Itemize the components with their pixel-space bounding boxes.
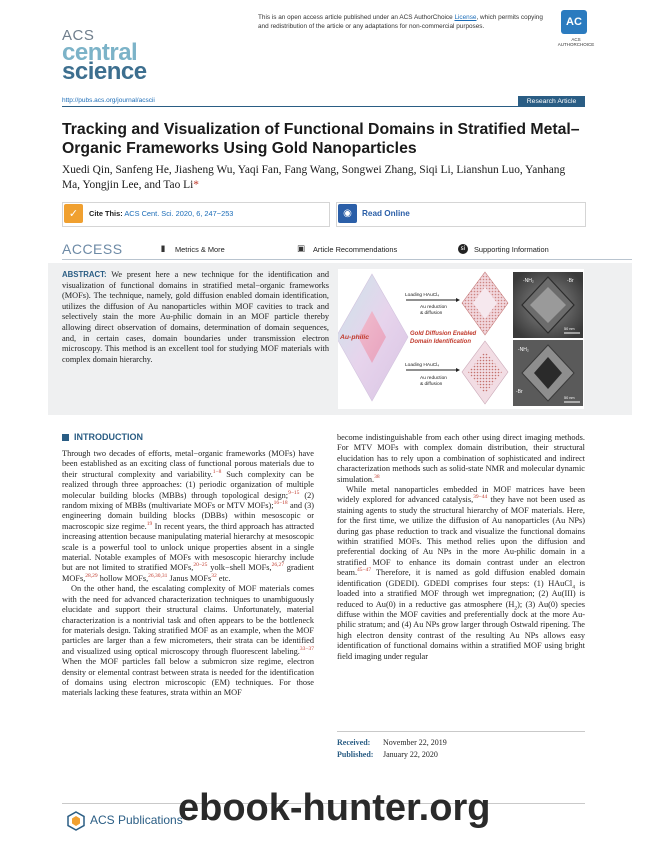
- loading-top-label: Loading HAuCl₄: [405, 293, 440, 298]
- metrics-link[interactable]: Metrics & More: [175, 245, 225, 254]
- paragraph: While metal nanoparticles embedded in MOF matrices have been widely explored for advanced catalysis,$^{39-44}$ they have not been used as staining agents to study the structural hierarchy of MOF materials. Here, for the first time, we utilize the diffusion of Au nanoparticles (Au NPs) during gas phase reduction to track and visualize the functional domains within stratified MOFs. This method relies upon the diffusion and preferential docking of Au NPs in the more Au-philic domain in a stratified MOF to enhance its domain contrast under an electron beam.$^{45-47}$ Therefore, it is named as gold diffusion enabled domain identification (GDEDI). GDEDI comprises four steps: (1) HAuCl$_4$ is loaded into a stratified MOF through wet impregnation; (2) Au(III) is reduced to Au(0) in a reductive gas atmosphere $(H_2)$; (3) Au(0) species diffuse within the MOF cavities and preferentially dock at the more Au-philic stratum; and (4) Au NPs grow larger through Ostwald ripening. The high electron density contrast of the resulting Au NPs allows easy identification of functional domains within a stratified MOF using bright field imaging under regular: [337, 485, 586, 661]
- open-access-notice: This is an open access article published under an ACS AuthorChoice License, which permits copying and redistribution of the article or any adaptations for non-commercial purposes.: [258, 14, 543, 30]
- published-date: January 22, 2020: [383, 750, 438, 759]
- introduction-heading: INTRODUCTION: [74, 432, 143, 442]
- access-label: ACCESS: [62, 241, 123, 257]
- journal-logo-central: central: [62, 39, 138, 66]
- journal-logo-acs: ACS: [62, 27, 95, 44]
- bar-chart-icon[interactable]: ▮: [160, 244, 166, 254]
- section-marker: [62, 434, 69, 441]
- br-bottom-label: -Br: [516, 389, 523, 395]
- corresponding-author-mark[interactable]: *: [193, 179, 199, 191]
- article-title: Tracking and Visualization of Functional Domains in Stratified Metal–Organic Frameworks Using Gold Nanoparticles: [62, 121, 580, 157]
- graphical-abstract: [338, 269, 584, 409]
- cite-text: Cite This: ACS Cent. Sci. 2020, 6, 247−253: [89, 209, 234, 218]
- supporting-info-link[interactable]: Supporting Information: [474, 245, 549, 254]
- gdedi-label-1: Gold Diffusion Enabled: [410, 331, 477, 337]
- journal-url[interactable]: http://pubs.acs.org/journal/acscii: [62, 97, 155, 104]
- br-top-label: -Br: [567, 278, 574, 284]
- read-online-button[interactable]: Read Online: [362, 209, 410, 218]
- gdedi-label-2: Domain Identification: [410, 339, 472, 345]
- journal-logo-science: science: [62, 58, 147, 85]
- header-rule: [62, 106, 585, 107]
- nh2-bottom-label: -NH₂: [518, 347, 529, 353]
- scale-top-label: 50 nm: [564, 327, 575, 331]
- body-column-left: [62, 449, 314, 699]
- authorchoice-label: ACS AUTHORCHOICE: [557, 37, 595, 47]
- section-badge: Research Article: [518, 96, 585, 107]
- author-list: Xuedi Qin, Sanfeng He, Jiasheng Wu, Yaqi Fan, Fang Wang, Songwei Zhang, Siqi Li, Lianshun Luo, Yanhang Ma, Yongjin Lee, and Tao Li*: [62, 164, 566, 191]
- scale-bottom-label: 50 nm: [564, 396, 575, 400]
- watermark: ebook-hunter.org: [178, 787, 491, 829]
- acs-hexagon-icon: [66, 811, 86, 831]
- reduction-top-label: Au reduction: [420, 305, 447, 310]
- received-date: November 22, 2019: [383, 738, 447, 747]
- paragraph: Through two decades of efforts, metal−organic frameworks (MOFs) have been established as an exciting class of functional porous materials due to their structural complexity and variability.$^{1-8}$ Such complexity can be realized through three approaches: (1) periodic organization of multiple molecular building blocks (MBBs) through topological design;$^{9-15}$ (2) random mixing of MBBs (multivariate MOFs or MTV MOFs);$^{16-18}$ and (3) engineering domain building blocks (DBBs) within mesoscopic or macroscopic size regime.$^{19}$ In recent years, the third approach has attracted increasing attention because manipulating material hierarchy at mesoscopic scale is a powerful tool to unlock unique properties absent in a single material. Notable examples of MOFs with mesoscopic hierarchy include but are not limited to stratified MOFs,$^{20-25}$ yolk−shell MOFs,$^{26,27}$ gradient MOFs,$^{28,29}$ hollow MOFs,$^{26,30,31}$ Janus MOFs$^{32}$ etc.: [62, 449, 314, 583]
- license-link[interactable]: License: [454, 14, 477, 21]
- paragraph: become indistinguishable from each other using direct imaging methods. For MTV MOFs with complex domain distribution, their structural elucidation has to rely upon a combination of sophisticated and indirect characterization methods such as solid-state NMR and molecular dynamic simulation.$^{38}$: [337, 433, 585, 484]
- recommendations-link[interactable]: Article Recommendations: [313, 245, 398, 254]
- globe-icon[interactable]: ◉: [338, 204, 357, 223]
- graphical-abstract-figure: [338, 269, 584, 409]
- recommendations-icon[interactable]: ▣: [296, 244, 306, 254]
- body-column-right: [337, 433, 585, 662]
- reduction-bottom-label: Au reduction: [420, 376, 447, 381]
- authorchoice-badge: AC: [561, 10, 587, 34]
- loading-bottom-label: Loading HAuCl₄: [405, 363, 440, 368]
- paragraph: On the other hand, the escalating complexity of MOF materials comes with the need for advanced characterization techniques to unambiguously elucidate and support their structural claims. Unfortunately, material characterization is a nontrivial task and often appears to be the bottleneck for materials design. Taking stratified MOF as an example, when the MOF particles are larger than a few micrometers, their strata can be identified and visualized using optical microscopy through fluorescent labeling.$^{33-37}$ When the MOF particles fall below a submicron size regime, electron density or elemental contrast between strata is needed for the identification of domains using electron microscopic (EM) techniques. For those materials lacking these features, strata within an MOF: [62, 584, 314, 698]
- nh2-top-label: -NH₂: [523, 278, 534, 284]
- supporting-info-icon[interactable]: si: [458, 244, 468, 254]
- received-label: Received:: [337, 738, 371, 747]
- article-dates: [337, 737, 447, 761]
- abstract-label: ABSTRACT:: [62, 270, 107, 279]
- acs-publications-logo[interactable]: ACS Publications: [90, 813, 183, 827]
- dates-rule: [337, 731, 585, 732]
- published-label: Published:: [337, 750, 374, 759]
- abstract-text: We present here a new technique for the identification and visualization of functional domains in stratified metal−organic frameworks (MOFs). The technique, namely, gold diffusion enabled domain identification, utilizes the diffusion of Au nanoparticles within MOF cavities to track and selectively stain the more Au-philic domain in an MOF particle thereby allowing direct observation of domains, determination of domain sequences, and, in certain cases, domain boundaries under transmission electron microscopy. This method is an excellent tool for studying MOF materials with complex domain hierarchy.: [62, 270, 329, 364]
- au-philic-label: Au-philic: [340, 334, 370, 341]
- cite-icon[interactable]: ✓: [64, 204, 83, 223]
- diffusion-bottom-label: & diffusion: [420, 382, 443, 387]
- citation-reference[interactable]: ACS Cent. Sci. 2020, 6, 247−253: [124, 209, 234, 218]
- access-rule: [62, 259, 632, 260]
- abstract: [62, 270, 329, 365]
- diffusion-top-label: & diffusion: [420, 311, 443, 316]
